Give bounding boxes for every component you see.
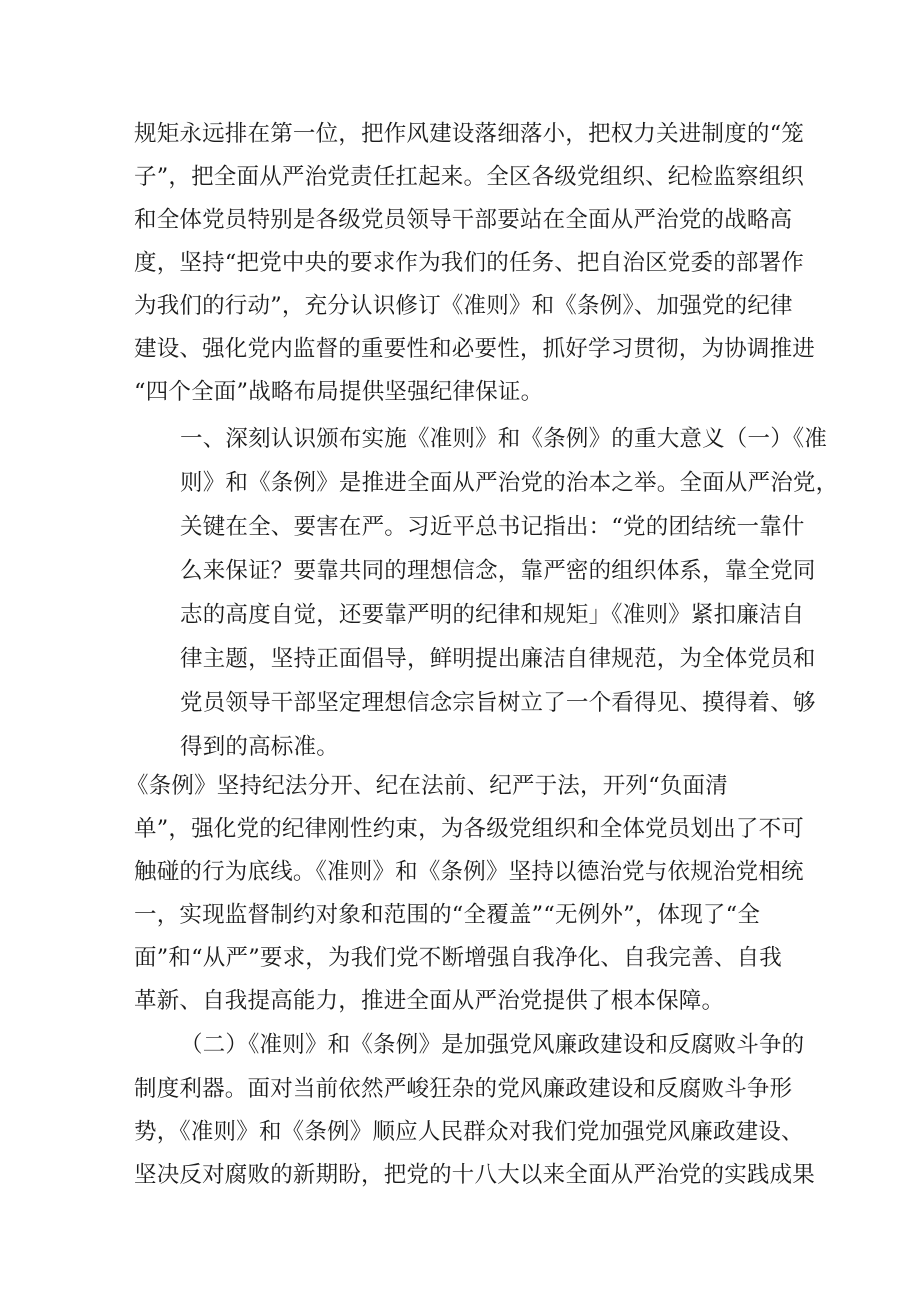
text-line: 建设、强化党内监督的重要性和必要性，抓好学习贯彻，为协调推进 [134,336,816,362]
text-line: 规矩永远排在第一位，把作风建设落细落小，把权力关进制度的“笼 [134,121,805,147]
text-line: 党员领导干部坚定理想信念宗旨树立了一个看得见、摸得着、够 [180,690,816,716]
text-line: 面”和“从严”要求，为我们党不断增强自我净化、自我完善、自我 [134,945,783,971]
text-line: 革新、自我提高能力，推进全面从严治党提供了根本保障。 [134,988,725,1014]
text-line: 关键在全、要害在严。习近平总书记指出：“党的团结统一靠什 [180,514,805,540]
text-line: 和全体党员特别是各级党员领导干部要站在全面从严治党的战略高 [134,207,793,233]
section-heading-line: 一、深刻认识颁布实施《准则》和《条例》的重大意义（一）《准 [180,426,828,452]
text-line: 一，实现监督制约对象和范围的“全覆盖”“无例外”，体现了“全 [134,902,761,928]
text-line: 则》和《条例》是推进全面从严治党的治本之举。全面从严治党， [180,470,839,496]
text-line: 为我们的行动”，充分认识修订《准则》和《条例》、加强党的纪律 [134,293,793,319]
text-line: 单”，强化党的纪律刚性约束，为各级党组织和全体党员划出了不可 [134,816,805,842]
text-line: 么来保证？要靠共同的理想信念，靠严密的组织体系，靠全党同 [180,558,816,584]
text-line: 律主题，坚持正面倡导，鲜明提出廉洁自律规范，为全体党员和 [180,646,816,672]
text-line: 志的高度自觉，还要靠严明的纪律和规矩」《准则》紧扣廉洁自 [180,602,805,628]
subsection-heading-line: （二）《准则》和《条例》是加强党风廉政建设和反腐败斗争的 [180,1032,805,1058]
text-line: “四个全面”战略布局提供坚强纪律保证。 [134,379,544,405]
text-line: 子”，把全面从严治党责任扛起来。全区各级党组织、纪检监察组织 [134,164,805,190]
text-line: 《条例》坚持纪法分开、纪在法前、纪严于法，开列“负面清 [126,773,728,799]
text-line: 势，《准则》和《条例》顺应人民群众对我们党加强党风廉政建设、 [134,1119,804,1145]
text-line: 度，坚持“把党中央的要求作为我们的任务、把自治区党委的部署作 [134,250,805,276]
text-line: 得到的高标准。 [180,734,339,760]
text-line: 制度利器。面对当前依然严峻狂杂的党风廉政建设和反腐败斗争形 [134,1076,793,1102]
text-line: 触碰的行为底线。《准则》和《条例》坚持以德治党与依规治党相统 [134,859,804,885]
text-line: 坚决反对腐败的新期盼，把党的十八大以来全面从严治党的实践成果 [134,1162,816,1188]
